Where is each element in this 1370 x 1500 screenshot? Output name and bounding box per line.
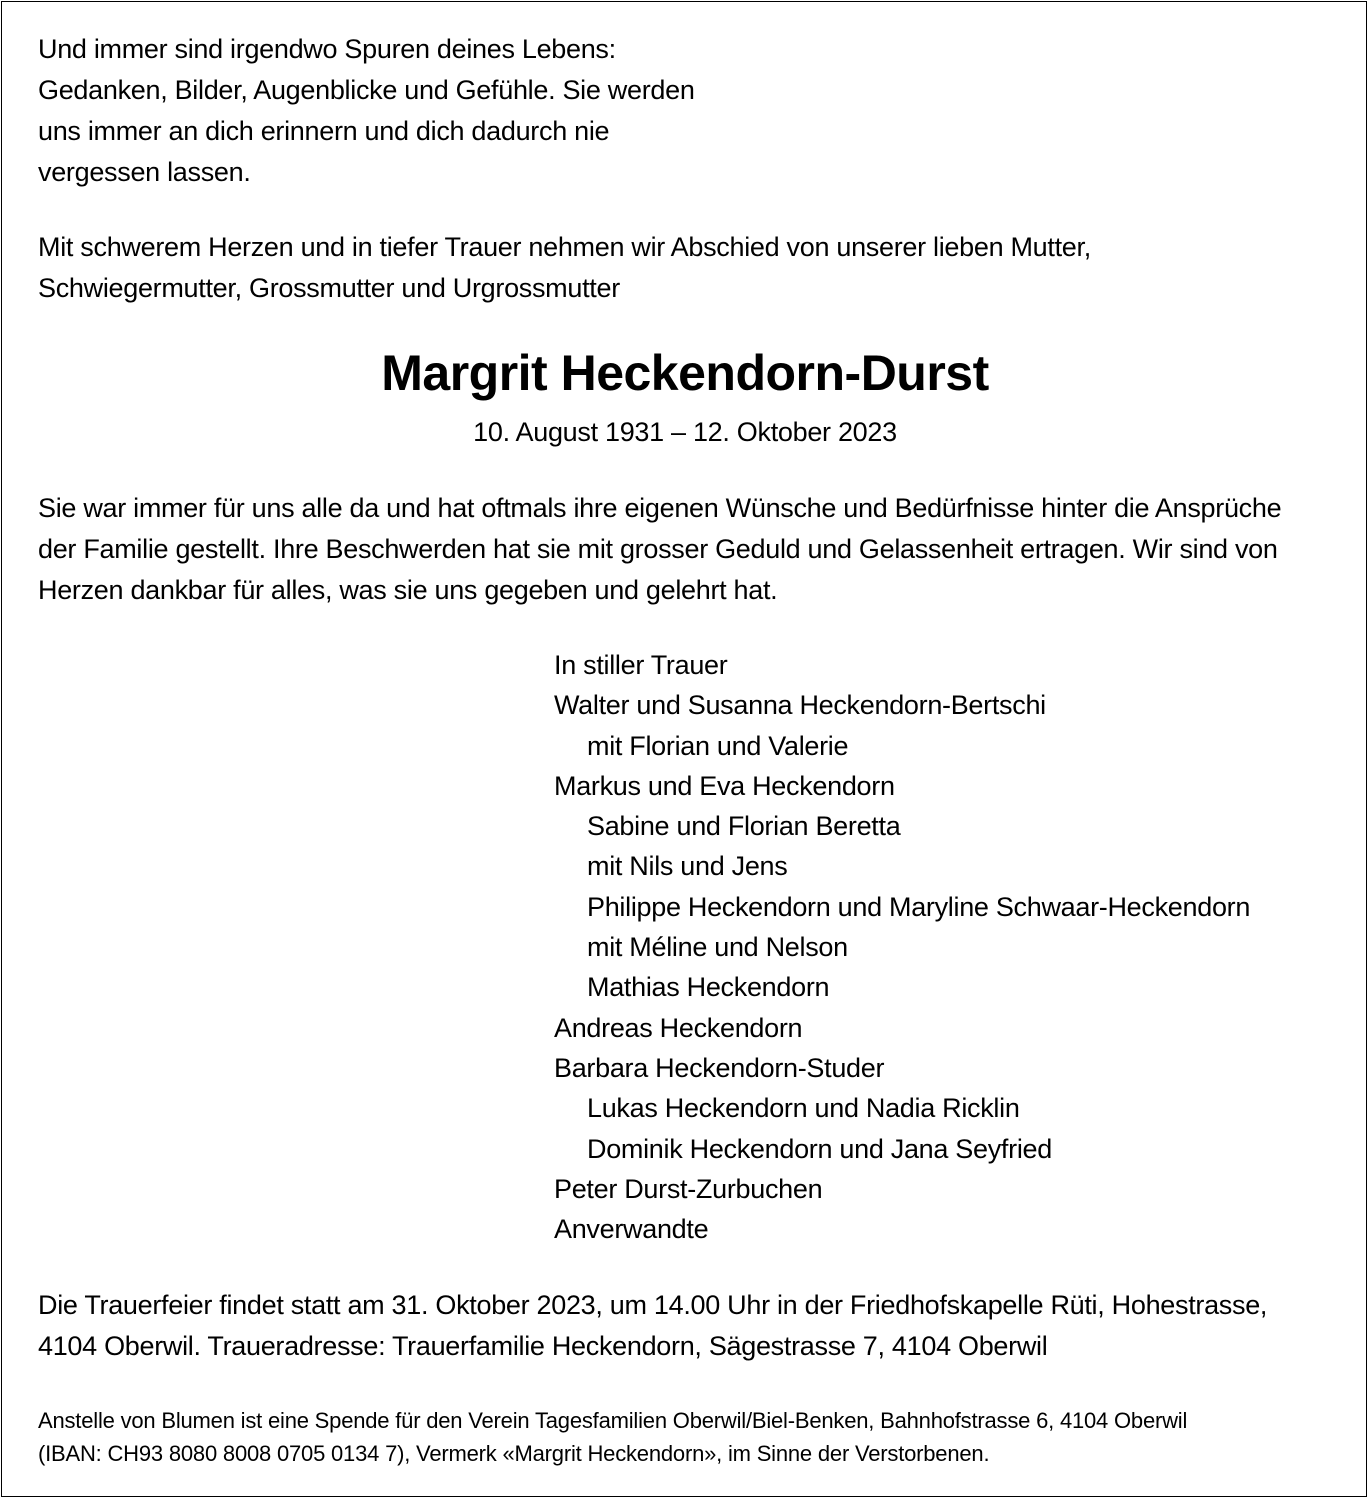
mourner-entry: Walter und Susanna Heckendorn-Bertschi — [554, 690, 1046, 721]
mourner-entry: Dominik Heckendorn und Jana Seyfried — [587, 1133, 1052, 1164]
donation-line: (IBAN: CH93 8080 8008 0705 0134 7), Vermerk «Margrit Heckendorn», im Sinne der Verstorbenen. — [38, 1441, 990, 1466]
service-line: 4104 Oberwil. Traueradresse: Trauerfamilie Heckendorn, Sägestrasse 7, 4104 Oberwil — [38, 1331, 1048, 1361]
deceased-name: Margrit Heckendorn-Durst — [381, 345, 989, 401]
mourner-entry: Markus und Eva Heckendorn — [554, 770, 895, 801]
intro-line: Mit schwerem Herzen und in tiefer Trauer nehmen wir Abschied von unserer lieben Mutter, — [38, 232, 1091, 262]
motto-line: uns immer an dich erinnern und dich dadurch nie — [38, 116, 610, 146]
tribute-paragraph — [38, 488, 1338, 611]
motto-line: vergessen lassen. — [38, 157, 251, 187]
mourner-entry: mit Méline und Nelson — [587, 932, 848, 963]
tribute-line: Sie war immer für uns alle da und hat oftmals ihre eigenen Wünsche und Bedürfnisse hinter die Ansprüche — [38, 493, 1282, 523]
motto-line: Und immer sind irgendwo Spuren deines Lebens: — [38, 34, 616, 64]
tribute-line: der Familie gestellt. Ihre Beschwerden hat sie mit grosser Geduld und Gelassenheit ertragen. Wir sind von — [38, 534, 1278, 564]
mourner-entry: Mathias Heckendorn — [587, 972, 830, 1003]
motto-line: Gedanken, Bilder, Augenblicke und Gefühle. Sie werden — [38, 75, 695, 105]
mourner-entry: Anverwandte — [554, 1214, 709, 1245]
donation-note — [38, 1404, 1338, 1470]
mourner-entry: Sabine und Florian Beretta — [587, 811, 901, 842]
mourner-entry: Peter Durst-Zurbuchen — [554, 1173, 823, 1204]
life-dates: 10. August 1931 – 12. Oktober 2023 — [473, 417, 897, 447]
service-info — [38, 1285, 1338, 1367]
mourner-entry: Andreas Heckendorn — [554, 1012, 803, 1043]
mourner-entry: Philippe Heckendorn und Maryline Schwaar-Heckendorn — [587, 891, 1251, 922]
service-line: Die Trauerfeier findet statt am 31. Oktober 2023, um 14.00 Uhr in der Friedhofskapelle Rüti, Hohestrasse, — [38, 1290, 1268, 1320]
donation-line: Anstelle von Blumen ist eine Spende für den Verein Tagesfamilien Oberwil/Biel-Benken, Bahnhofstrasse 6, 4104 Oberwil — [38, 1408, 1188, 1433]
mourner-entry: In stiller Trauer — [554, 650, 728, 680]
mourner-entry: mit Nils und Jens — [587, 851, 788, 882]
intro-paragraph — [38, 227, 1338, 309]
motto-verse — [38, 29, 738, 193]
intro-line: Schwiegermutter, Grossmutter und Urgrossmutter — [38, 273, 620, 303]
mourner-entry: Barbara Heckendorn-Studer — [554, 1052, 885, 1083]
mourner-entry: mit Florian und Valerie — [587, 730, 849, 761]
tribute-line: Herzen dankbar für alles, was sie uns gegeben und gelehrt hat. — [38, 575, 778, 605]
mourners-list — [554, 645, 1250, 1249]
mourner-entry: Lukas Heckendorn und Nadia Ricklin — [587, 1093, 1020, 1124]
